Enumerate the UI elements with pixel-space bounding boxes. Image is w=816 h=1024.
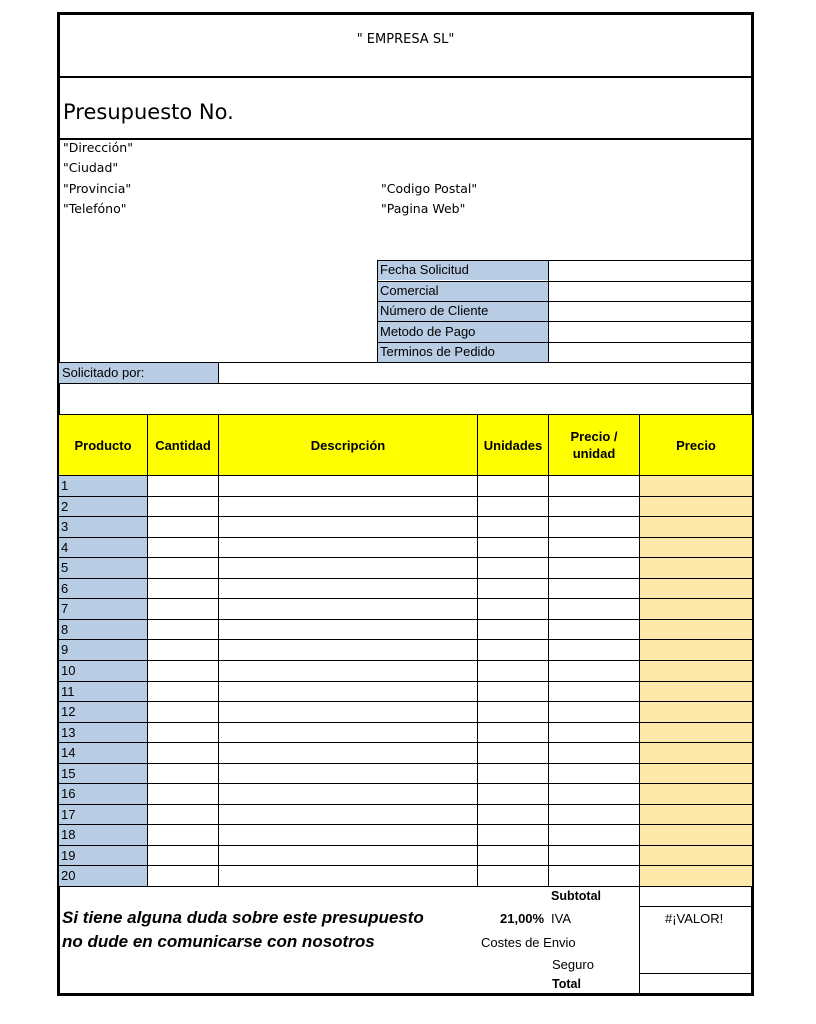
address-line: "Ciudad"	[63, 160, 119, 175]
table-row	[57, 475, 754, 496]
descripcion-cell[interactable]	[219, 805, 477, 824]
subtotal-value	[640, 887, 752, 906]
precio-unidad-cell[interactable]	[549, 599, 639, 619]
precio-unidad-cell[interactable]	[549, 682, 639, 701]
precio-unidad-cell[interactable]	[549, 805, 639, 824]
postal-code: "Codigo Postal"	[381, 181, 478, 196]
precio-unidad-cell[interactable]	[549, 558, 639, 578]
info-value-fecha[interactable]	[549, 261, 752, 281]
unidades-cell[interactable]	[478, 558, 548, 578]
unidades-cell[interactable]	[478, 579, 548, 598]
descripcion-cell[interactable]	[219, 558, 477, 578]
table-row	[57, 537, 754, 557]
table-row	[57, 783, 754, 804]
unidades-cell[interactable]	[478, 620, 548, 639]
precio-cell[interactable]	[640, 846, 752, 865]
cantidad-cell[interactable]	[148, 846, 218, 865]
unidades-cell[interactable]	[478, 764, 548, 783]
cantidad-cell[interactable]	[148, 702, 218, 722]
shipping-label: Costes de Envio	[481, 935, 576, 950]
unidades-cell[interactable]	[478, 682, 548, 701]
row-number: 9	[59, 640, 147, 660]
insurance-label: Seguro	[552, 957, 594, 972]
precio-cell[interactable]	[640, 640, 752, 660]
address-line: "Dirección"	[63, 140, 133, 155]
precio-unidad-cell[interactable]	[549, 723, 639, 742]
row-number: 7	[59, 599, 147, 619]
precio-unidad-cell[interactable]	[549, 764, 639, 783]
total-value	[640, 974, 752, 993]
table-row	[57, 578, 754, 598]
precio-cell[interactable]	[640, 784, 752, 804]
descripcion-cell[interactable]	[219, 682, 477, 701]
descripcion-cell[interactable]	[219, 517, 477, 537]
company-name: " EMPRESA SL"	[356, 32, 455, 47]
col-header-precio-unidad: Precio / unidad	[549, 415, 639, 475]
iva-value: #¡VALOR!	[665, 911, 724, 926]
precio-unidad-cell[interactable]	[549, 743, 639, 763]
table-row	[57, 598, 754, 619]
unidades-cell[interactable]	[478, 661, 548, 681]
info-label-fecha: Fecha Solicitud	[377, 260, 548, 280]
table-row	[57, 824, 754, 845]
unidades-cell[interactable]	[478, 497, 548, 516]
precio-cell[interactable]	[640, 723, 752, 742]
note-line: no dude en comunicarse con nosotros	[62, 932, 375, 951]
table-row	[57, 865, 754, 886]
requested-by-field[interactable]	[220, 363, 752, 383]
cantidad-cell[interactable]	[148, 599, 218, 619]
precio-cell[interactable]	[640, 538, 752, 557]
divider	[57, 138, 754, 140]
col-header-producto: Producto	[59, 415, 147, 475]
table-row	[57, 804, 754, 824]
cantidad-cell[interactable]	[148, 723, 218, 742]
descripcion-cell[interactable]	[219, 702, 477, 722]
subtotal-label: Subtotal	[551, 889, 601, 903]
cantidad-cell[interactable]	[148, 497, 218, 516]
unidades-cell[interactable]	[478, 599, 548, 619]
info-value-pago[interactable]	[549, 322, 752, 342]
page-title: Presupuesto No.	[63, 100, 234, 124]
row-number: 3	[59, 517, 147, 537]
precio-unidad-cell[interactable]	[549, 538, 639, 557]
descripcion-cell[interactable]	[219, 476, 477, 496]
precio-cell[interactable]	[640, 702, 752, 722]
precio-unidad-cell[interactable]	[549, 497, 639, 516]
cantidad-cell[interactable]	[148, 784, 218, 804]
unidades-cell[interactable]	[478, 784, 548, 804]
row-number: 14	[59, 743, 147, 763]
precio-unidad-cell[interactable]	[549, 620, 639, 639]
iva-label: IVA	[551, 911, 571, 926]
descripcion-cell[interactable]	[219, 764, 477, 783]
descripcion-cell[interactable]	[219, 825, 477, 845]
table-row	[57, 639, 754, 660]
descripcion-cell[interactable]	[219, 784, 477, 804]
precio-cell[interactable]	[640, 476, 752, 496]
row-number: 6	[59, 579, 147, 598]
precio-cell[interactable]	[640, 517, 752, 537]
precio-cell[interactable]	[640, 682, 752, 701]
website: "Pagina Web"	[381, 201, 466, 216]
descripcion-cell[interactable]	[219, 661, 477, 681]
descripcion-cell[interactable]	[219, 497, 477, 516]
cantidad-cell[interactable]	[148, 620, 218, 639]
cantidad-cell[interactable]	[148, 640, 218, 660]
precio-unidad-cell[interactable]	[549, 702, 639, 722]
iva-rate: 21,00%	[500, 911, 545, 926]
address-line: "Provincia"	[63, 181, 132, 196]
row-number: 15	[59, 764, 147, 783]
row-number: 11	[59, 682, 147, 701]
row-number: 18	[59, 825, 147, 845]
row-number: 13	[59, 723, 147, 742]
col-header-descripcion: Descripción	[219, 415, 477, 475]
cantidad-cell[interactable]	[148, 764, 218, 783]
row-number: 2	[59, 497, 147, 516]
cantidad-cell[interactable]	[148, 661, 218, 681]
descripcion-cell[interactable]	[219, 723, 477, 742]
cantidad-cell[interactable]	[148, 579, 218, 598]
row-number: 1	[59, 476, 147, 496]
precio-cell[interactable]	[640, 743, 752, 763]
precio-unidad-cell[interactable]	[549, 661, 639, 681]
precio-unidad-cell[interactable]	[549, 846, 639, 865]
unidades-cell[interactable]	[478, 866, 548, 886]
unidades-cell[interactable]	[478, 476, 548, 496]
table-row	[57, 763, 754, 783]
precio-cell[interactable]	[640, 661, 752, 681]
precio-unidad-cell[interactable]	[549, 476, 639, 496]
row-number: 4	[59, 538, 147, 557]
table-row	[57, 742, 754, 763]
precio-cell[interactable]	[640, 599, 752, 619]
precio-unidad-cell[interactable]	[549, 579, 639, 598]
descripcion-cell[interactable]	[219, 743, 477, 763]
descripcion-cell[interactable]	[219, 846, 477, 865]
address-line: "Telefóno"	[63, 201, 127, 216]
precio-cell[interactable]	[640, 497, 752, 516]
table-row	[57, 701, 754, 722]
col-header-precio: Precio	[640, 415, 752, 475]
precio-unidad-cell[interactable]	[549, 784, 639, 804]
cantidad-cell[interactable]	[148, 805, 218, 824]
table-row	[57, 557, 754, 578]
unidades-cell[interactable]	[478, 805, 548, 824]
precio-cell[interactable]	[640, 805, 752, 824]
info-value-cliente[interactable]	[549, 301, 752, 321]
cantidad-cell[interactable]	[148, 743, 218, 763]
total-label: Total	[552, 977, 581, 991]
precio-cell[interactable]	[640, 579, 752, 598]
row-number: 5	[59, 558, 147, 578]
info-label-terminos: Terminos de Pedido	[377, 342, 548, 362]
unidades-cell[interactable]	[478, 846, 548, 865]
cantidad-cell[interactable]	[148, 517, 218, 537]
unidades-cell[interactable]	[478, 825, 548, 845]
unidades-cell[interactable]	[478, 517, 548, 537]
col-header-cantidad: Cantidad	[148, 415, 218, 475]
precio-unidad-cell[interactable]	[549, 866, 639, 886]
note-line: Si tiene alguna duda sobre este presupuesto	[62, 908, 424, 927]
precio-unidad-cell[interactable]	[549, 825, 639, 845]
row-number: 17	[59, 805, 147, 824]
precio-unidad-cell[interactable]	[549, 517, 639, 537]
info-value-terminos[interactable]	[549, 342, 752, 362]
cantidad-cell[interactable]	[148, 538, 218, 557]
unidades-cell[interactable]	[478, 702, 548, 722]
descripcion-cell[interactable]	[219, 538, 477, 557]
divider	[57, 76, 754, 78]
cantidad-cell[interactable]	[148, 476, 218, 496]
precio-cell[interactable]	[640, 825, 752, 845]
cantidad-cell[interactable]	[148, 558, 218, 578]
unidades-cell[interactable]	[478, 640, 548, 660]
precio-cell[interactable]	[640, 764, 752, 783]
descripcion-cell[interactable]	[219, 866, 477, 886]
descripcion-cell[interactable]	[219, 640, 477, 660]
requested-by-label: Solicitado por:	[59, 363, 218, 383]
row-number: 12	[59, 702, 147, 722]
table-row	[57, 516, 754, 537]
row-number: 16	[59, 784, 147, 804]
row-number: 8	[59, 620, 147, 639]
table-row	[57, 681, 754, 701]
col-header-unidades: Unidades	[478, 415, 548, 475]
row-number: 19	[59, 846, 147, 865]
precio-cell[interactable]	[640, 558, 752, 578]
descripcion-cell[interactable]	[219, 579, 477, 598]
row-number: 10	[59, 661, 147, 681]
cantidad-cell[interactable]	[148, 682, 218, 701]
table-row	[57, 660, 754, 681]
table-row	[57, 845, 754, 865]
descripcion-cell[interactable]	[219, 599, 477, 619]
info-label-pago: Metodo de Pago	[377, 322, 548, 342]
table-row	[57, 722, 754, 742]
descripcion-cell[interactable]	[219, 620, 477, 639]
row-number: 20	[59, 866, 147, 886]
unidades-cell[interactable]	[478, 743, 548, 763]
precio-unidad-cell[interactable]	[549, 640, 639, 660]
cantidad-cell[interactable]	[148, 825, 218, 845]
unidades-cell[interactable]	[478, 723, 548, 742]
info-label-comercial: Comercial	[377, 281, 548, 301]
precio-cell[interactable]	[640, 866, 752, 886]
table-row	[57, 619, 754, 639]
unidades-cell[interactable]	[478, 538, 548, 557]
info-value-comercial[interactable]	[549, 281, 752, 301]
info-label-cliente: Número de Cliente	[377, 301, 548, 321]
precio-cell[interactable]	[640, 620, 752, 639]
cantidad-cell[interactable]	[148, 866, 218, 886]
table-row	[57, 496, 754, 516]
